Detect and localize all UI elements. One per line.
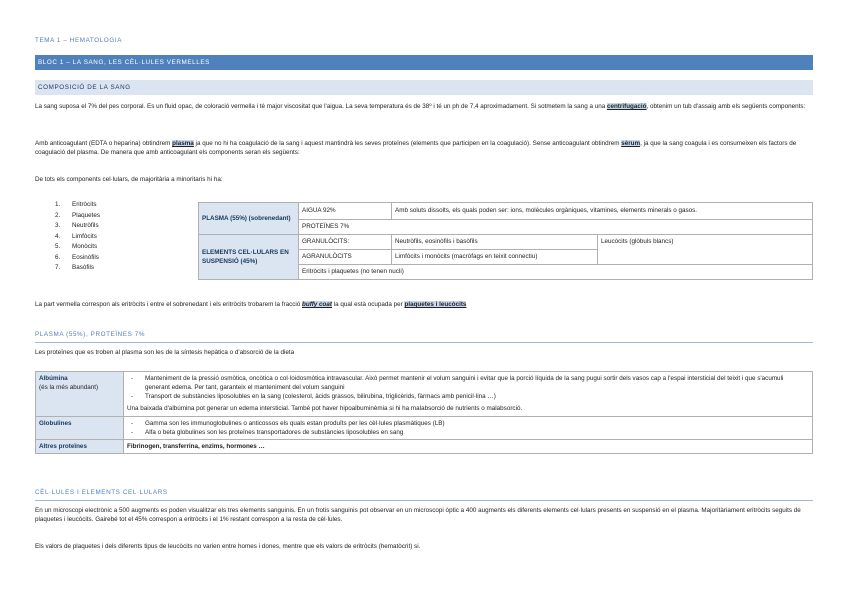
list-item: 1. Eritròcits <box>55 201 97 208</box>
highlight-plaquetes-leucocits: plaquetes i leucòcits <box>404 301 467 308</box>
cell-aigua-desc: Amb soluts dissolts, els quals poden ser: ions, molècules orgàniques, vitamines, elements minerals o gasos. <box>392 203 813 220</box>
cell-altres-desc: Fibrinogen, transferrina, enzims, hormones … <box>124 439 813 453</box>
paragraph-valors: Els valors de plaquetes i dels diferents tipus de leucòcits no varien entre homes i dones, mentre que els valors de eritròcits (hematòcrit) si. <box>35 543 421 550</box>
section-heading-plasma: PLASMA (55%), PROTEÏNES 7% <box>35 330 813 343</box>
cell-agranulocits-desc: Limfòcits i monòcits (macròfags en teixit connectiu) <box>392 250 598 265</box>
cell-proteines: PROTEÏNES 7% <box>299 220 813 235</box>
cell-globulines: Globulines <box>36 416 124 439</box>
list-item: - Transport de substàncies liposolubles en la sang (colesterol, àcids grassos, bilirubina, triglicèrids, fàrmacs amb penicil·lina …) <box>145 392 809 401</box>
list-item: 5. Monòcits <box>55 243 98 250</box>
list-item: 2. Plaquetes <box>55 211 101 219</box>
list-item: 3. Neutròfils <box>55 222 99 229</box>
cell-granulocits-desc: Neutròfils, eosinòfils i basòfils <box>392 235 598 250</box>
proteins-table <box>35 371 813 454</box>
bloc-heading: BLOC 1 – LA SANG, LES CÈL·LULES VERMELLES <box>35 55 813 70</box>
list-item: 4. Limfòcits <box>55 232 97 240</box>
cell-elements: ELEMENTS CEL·LULARS EN SUSPENSIÓ (45%) <box>199 235 299 280</box>
albumina-note: Una baixada d'albúmina pot generar un edema intersticial. També pot haver hipoalbuminèmia si hi ha malabsorció de nutrients o malabsorció. <box>127 405 523 413</box>
document-page <box>35 0 813 599</box>
list-item: - Manteniment de la pressió osmòtica, oncòtica o col·loidosmòtica intravascular. Això permet mantenir el volum sanguini i evitar que la porció líquida de la sang pugui sortir dels vasos cap a l'espai intersticial del teixit i que s'acumuli generant edema. Per tant, garanteix el manteniment del volum sanguini <box>145 374 809 392</box>
paragraph-buffy-coat: La part vermella correspon als eritròcits i entre el sobrenedant i els eritròcits trobarem la fracció buffy coat la qual està ocupada per plaquetes i leucòcits <box>35 301 467 308</box>
paragraph-anticoagulant: Amb anticoagulant (EDTA o heparina) obtindrem plasma ja que no hi ha coagulació de la sang i aquest mantindrà les seves proteïnes (elements que participen en la coagulació). Sense anticoagulant obtindrem sèrum, ja que la sang coagula i es consumeixen els factors de coagulació del plasma. De manera que amb anticoagulant els components seran els següents: <box>35 140 797 157</box>
tema-heading: TEMA 1 – HEMATOLOGIA <box>35 37 122 44</box>
highlight-serum: sèrum <box>621 140 641 147</box>
paragraph-microscopi: En un microscopi electrònic a 500 augments es poden visualitzar els tres elements sanguinis. En un frotis sanguinis pot observar en un microscopi òptic a 400 augments els diferents elements cel·lulars presents en suspensió en el plasma. Majoritàriament eritròcits seguits de plaquetes i leucòcits. Gairebé tot el 45% correspon a eritròcits i el 1% restant correspon a la resta de cèl·lules. <box>35 507 801 524</box>
cell-agranulocits: AGRANULÒCITS <box>299 250 392 265</box>
section-heading-composicio: COMPOSICIÓ DE LA SANG <box>35 80 813 95</box>
cell-albumina: Albúmina (és la més abundant) <box>36 372 124 417</box>
paragraph-components: De tots els components cel·lulars, de majoritària a minoritaris hi ha: <box>35 176 223 183</box>
cell-aigua: AIGUA 92% <box>299 203 392 220</box>
highlight-buffy-coat: buffy coat <box>302 301 333 308</box>
list-item: 6. Eosinòfils <box>55 253 99 261</box>
cell-globulines-desc <box>124 416 813 439</box>
cell-plasma: PLASMA (55%) (sobrenedant) <box>199 203 299 235</box>
cell-altres: Altres proteïnes <box>36 439 124 453</box>
highlight-centrifugacio: centrifugació <box>606 103 647 110</box>
list-item: - Gamma son les immunoglobulines o anticossos els quals estan produïts per les cèl·lules plasmàtiques (LB) <box>145 419 809 428</box>
cell-list <box>55 200 100 274</box>
paragraph-proteines-intro: Les proteïnes que es troben al plasma son les de la síntesis hepàtica o d'absorció de la dieta <box>35 349 295 356</box>
paragraph-centrifugacio: La sang suposa el 7% del pes corporal. Es un fluid opac, de coloració vermella i té major viscositat que l'aigua. La seva temperatura és de 38º i té un ph de 7,4 aproximadament. Si sotmetem la sang a una centrifugació, obtenim un tub d'assaig amb els següents components: <box>35 103 806 110</box>
list-item: - Alfa o beta globulines son les proteïnes transportadores de substàncies liposolubles en sang <box>145 428 809 437</box>
section-heading-cellules: CÈL·LULES I ELEMENTS CEL·LULARS <box>35 488 813 501</box>
cell-eritrocits: Eritròcits i plaquetes (no tenen nucli) <box>299 265 813 280</box>
cell-granulocits: GRANULÒCITS: <box>299 235 392 250</box>
list-item: 7. Basòfils <box>55 264 95 271</box>
cell-albumina-desc <box>124 372 813 417</box>
composition-table <box>198 202 813 280</box>
highlight-plasma: plasma <box>172 140 194 147</box>
cell-leucocits: Leucòcits (glòbuls blancs) <box>598 235 813 265</box>
